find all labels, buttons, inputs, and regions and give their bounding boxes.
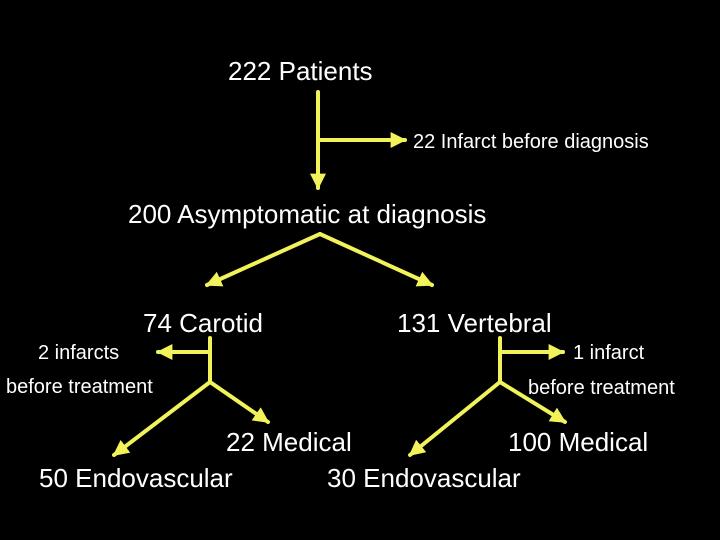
node-carotid-infarcts-line2: before treatment [6,376,153,398]
arrow-to-vertebral [320,234,432,285]
arrow-to-carotid [207,234,320,285]
node-vertebral-medical: 100 Medical [508,427,649,457]
node-carotid: 74 Carotid [143,308,263,338]
arrow-carotid-medical [210,382,268,422]
node-vertebral: 131 Vertebral [397,308,552,338]
node-vertebral-infarct-line2: before treatment [528,377,675,399]
node-root-patients: 222 Patients [228,56,373,86]
node-carotid-medical: 22 Medical [226,427,352,457]
node-infarct-before-diagnosis: 22 Infarct before diagnosis [413,131,649,153]
node-vertebral-endovascular: 30 Endovascular [327,463,521,493]
node-asymptomatic: 200 Asymptomatic at diagnosis [128,199,487,229]
arrow-vertebral-endovascular [410,382,500,455]
node-carotid-endovascular: 50 Endovascular [39,463,233,493]
node-vertebral-infarct-line1: 1 infarct [573,342,645,364]
node-carotid-infarcts-line1: 2 infarcts [38,342,120,364]
